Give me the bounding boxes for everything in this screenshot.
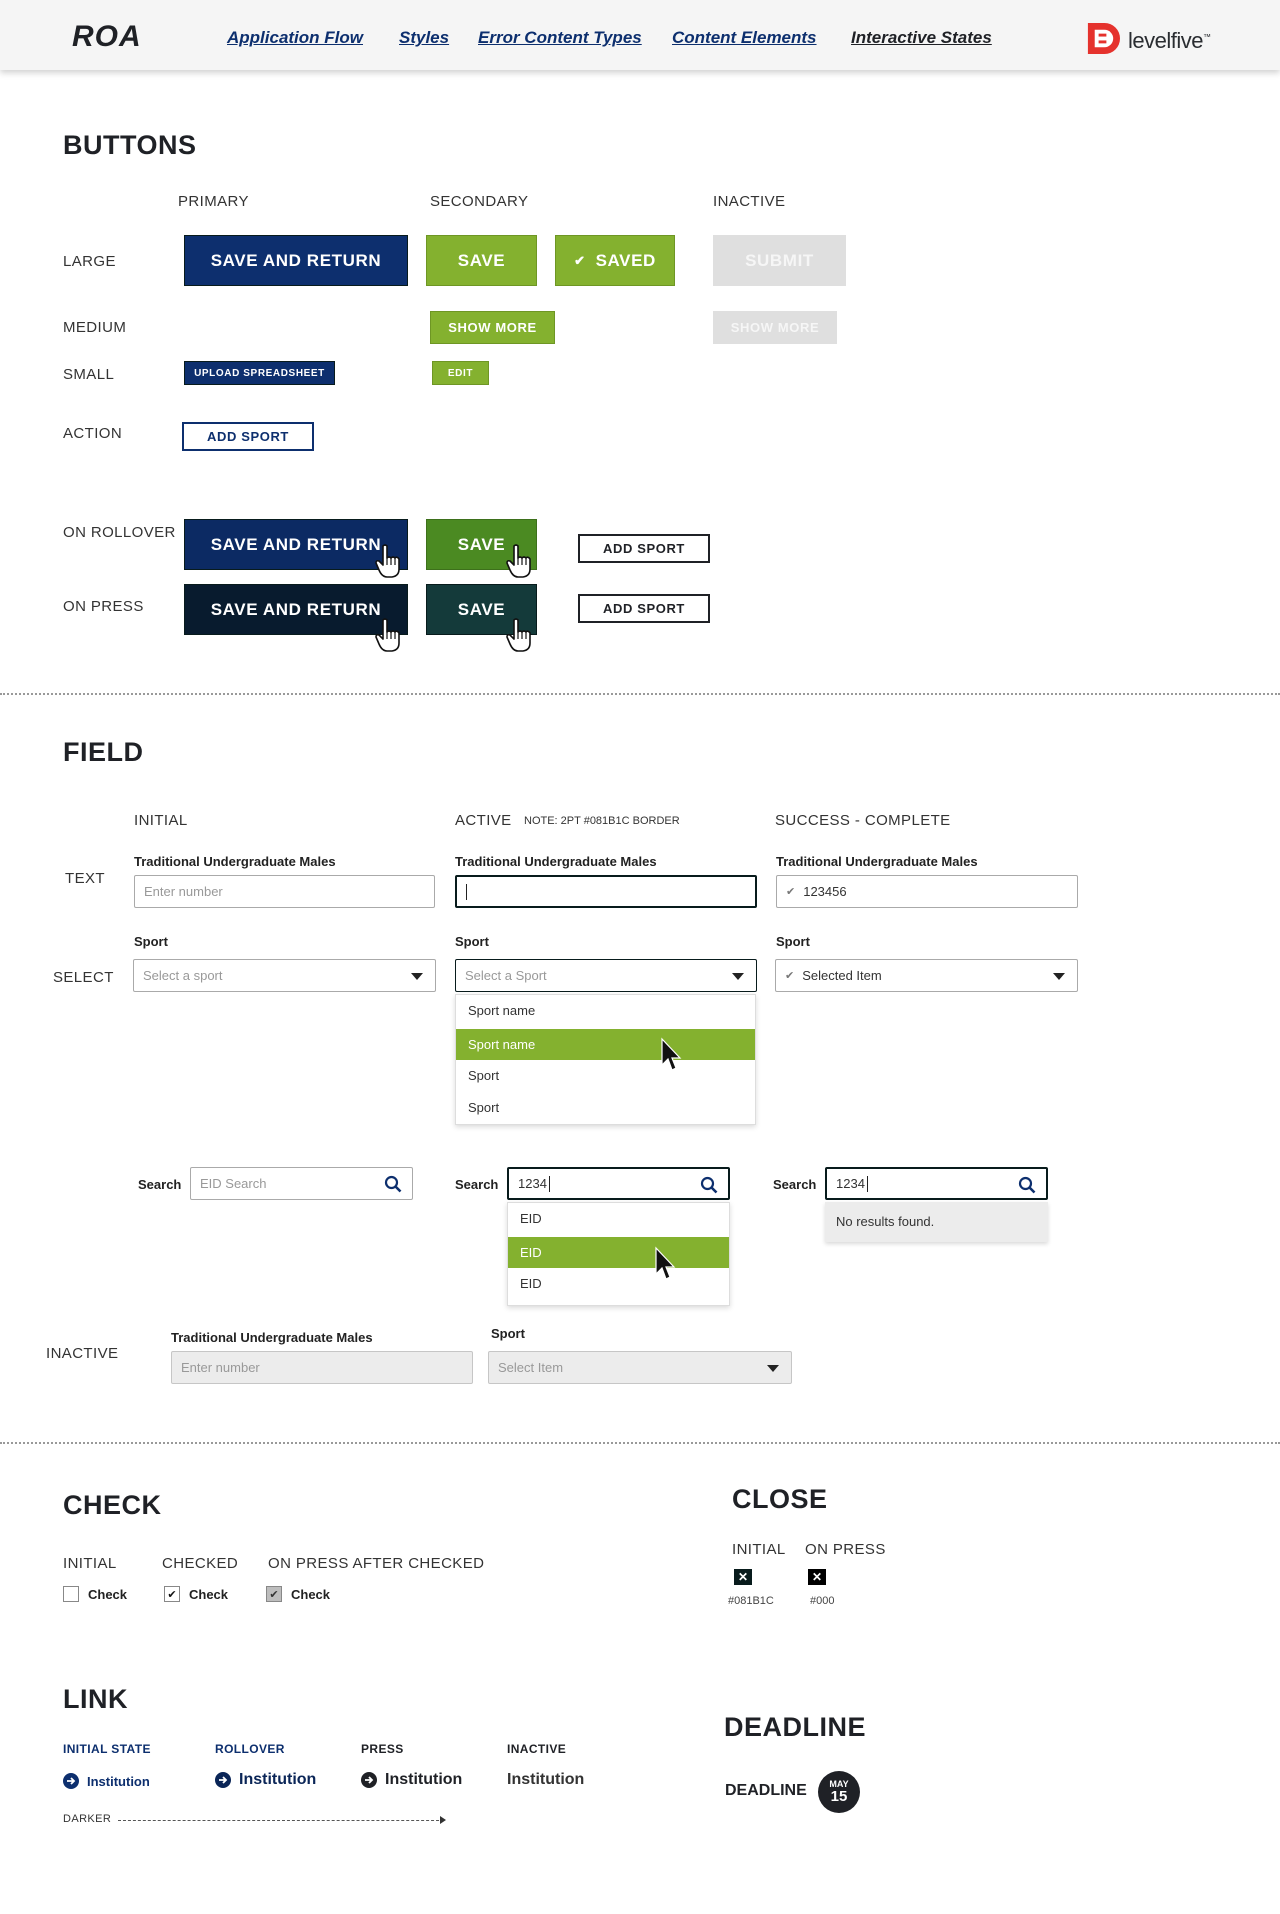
select-label: Sport xyxy=(776,934,810,949)
eid-search-input[interactable] xyxy=(190,1167,413,1200)
col-initial: INITIAL xyxy=(732,1541,786,1558)
text-cursor xyxy=(867,1176,868,1192)
col-rollover: ROLLOVER xyxy=(215,1742,285,1756)
col-initial: INITIAL xyxy=(134,812,188,829)
eid-search-input-active[interactable] xyxy=(507,1167,730,1200)
institution-link[interactable] xyxy=(63,1773,150,1789)
dropdown-option[interactable]: Sport name xyxy=(468,1003,536,1018)
nav-link-styles[interactable]: Styles xyxy=(399,28,450,47)
select-label: Sport xyxy=(491,1326,525,1341)
dropdown-option-highlighted[interactable]: Sport name xyxy=(456,1029,755,1060)
section-divider xyxy=(0,1442,1280,1444)
checkmark-icon: ✔ xyxy=(785,970,795,982)
search-value: 1234 xyxy=(518,1176,547,1191)
checkmark-icon: ✔ xyxy=(786,886,796,898)
search-results-menu xyxy=(507,1202,730,1306)
search-placeholder: EID Search xyxy=(200,1176,267,1191)
checkmark-icon: ✔ xyxy=(574,252,586,268)
institution-link-inactive: Institution xyxy=(507,1771,585,1788)
col-checked: CHECKED xyxy=(162,1555,239,1572)
levelfive-logo-icon xyxy=(1085,21,1120,56)
sport-select-disabled xyxy=(488,1351,792,1384)
deadline-month: MAY xyxy=(829,1779,849,1789)
active-note: NOTE: 2PT #081B1C BORDER xyxy=(524,815,680,827)
search-result[interactable]: EID xyxy=(520,1211,542,1226)
col-press-after-checked: ON PRESS AFTER CHECKED xyxy=(268,1555,485,1572)
add-sport-button-press[interactable]: ADD SPORT xyxy=(578,594,710,623)
text-field-label: Traditional Undergraduate Males xyxy=(776,854,978,869)
text-cursor xyxy=(466,884,467,900)
buttons-section-title: BUTTONS xyxy=(63,130,197,160)
col-press: ON PRESS xyxy=(805,1541,886,1558)
hand-cursor-icon xyxy=(374,543,404,579)
row-select: SELECT xyxy=(53,969,114,986)
arrow-right-circle-icon xyxy=(215,1772,231,1788)
save-button-rollover[interactable]: SAVE xyxy=(426,519,537,570)
col-success: SUCCESS - COMPLETE xyxy=(775,812,951,829)
dropdown-option[interactable]: Sport xyxy=(468,1100,500,1115)
deadline-label: DEADLINE xyxy=(725,1782,807,1799)
field-section-title: FIELD xyxy=(63,737,144,767)
chevron-down-icon xyxy=(732,973,744,980)
col-inactive: INACTIVE xyxy=(507,1742,567,1756)
text-field-label: Traditional Undergraduate Males xyxy=(134,854,336,869)
institution-link-press[interactable] xyxy=(361,1771,462,1789)
nav-link-error-content-types[interactable]: Error Content Types xyxy=(478,28,642,47)
save-button[interactable]: SAVE xyxy=(426,235,537,286)
check-section-title: CHECK xyxy=(63,1490,162,1520)
search-label: Search xyxy=(773,1177,817,1192)
text-field-label: Traditional Undergraduate Males xyxy=(455,854,657,869)
save-button-press[interactable]: SAVE xyxy=(426,584,537,635)
checkbox-checked[interactable] xyxy=(164,1586,180,1602)
checkbox-label: Check xyxy=(88,1587,128,1602)
nav-link-interactive-states[interactable]: Interactive States xyxy=(851,28,992,47)
deadline-section-title: DEADLINE xyxy=(724,1712,867,1742)
arrow-right-circle-icon xyxy=(361,1772,377,1788)
search-label: Search xyxy=(138,1177,182,1192)
chevron-down-icon xyxy=(767,1365,779,1372)
chevron-down-icon xyxy=(1053,973,1065,980)
save-and-return-button[interactable]: SAVE AND RETURN xyxy=(184,235,408,286)
section-divider xyxy=(0,693,1280,695)
row-medium: MEDIUM xyxy=(63,319,127,336)
close-icon[interactable]: ✕ xyxy=(734,1569,752,1585)
sport-select-active[interactable] xyxy=(455,959,757,992)
row-large: LARGE xyxy=(63,253,116,270)
row-press: ON PRESS xyxy=(63,598,144,615)
col-press: PRESS xyxy=(361,1742,404,1756)
search-icon[interactable] xyxy=(384,1175,402,1193)
deadline-day: 15 xyxy=(830,1788,848,1805)
search-icon[interactable] xyxy=(700,1176,718,1194)
checkbox-unchecked[interactable] xyxy=(63,1586,79,1602)
row-text: TEXT xyxy=(65,870,105,887)
col-inactive: INACTIVE xyxy=(713,193,786,210)
hand-cursor-icon xyxy=(505,617,535,653)
dropdown-option[interactable]: Sport xyxy=(468,1068,500,1083)
add-sport-button-rollover[interactable]: ADD SPORT xyxy=(578,534,710,563)
input-value: 123456 xyxy=(803,884,847,899)
col-secondary: SECONDARY xyxy=(430,193,529,210)
edit-button[interactable]: EDIT xyxy=(432,361,489,385)
search-icon[interactable] xyxy=(1018,1176,1036,1194)
number-input-success[interactable] xyxy=(776,875,1078,908)
search-result-highlighted[interactable]: EID xyxy=(508,1237,729,1268)
col-initial-state: INITIAL STATE xyxy=(63,1742,151,1756)
checkbox-pressed[interactable] xyxy=(266,1586,282,1602)
institution-link-rollover[interactable] xyxy=(215,1771,316,1789)
search-label: Search xyxy=(455,1177,499,1192)
close-section-title: CLOSE xyxy=(732,1484,828,1514)
link-text: Institution xyxy=(385,1771,463,1788)
row-small: SMALL xyxy=(63,366,115,383)
search-value: 1234 xyxy=(836,1176,865,1191)
text-cursor xyxy=(549,1176,550,1192)
darker-arrow-line xyxy=(118,1820,444,1821)
row-action: ACTION xyxy=(63,425,123,442)
sport-select-success[interactable] xyxy=(775,959,1078,992)
number-input-disabled: Enter number xyxy=(171,1351,473,1384)
col-active: ACTIVE xyxy=(455,812,512,829)
arrow-right-circle-icon xyxy=(63,1773,79,1789)
search-result[interactable]: EID xyxy=(520,1276,542,1291)
chevron-down-icon xyxy=(411,973,423,980)
number-input-active[interactable] xyxy=(455,875,757,908)
show-more-button[interactable]: SHOW MORE xyxy=(430,311,555,344)
deadline-date-badge xyxy=(818,1771,860,1813)
close-initial-color: #081B1C xyxy=(728,1595,774,1607)
row-inactive: INACTIVE xyxy=(46,1345,119,1362)
link-text: Institution xyxy=(239,1771,317,1788)
number-input[interactable]: Enter number xyxy=(134,875,435,908)
checkbox-label: Check xyxy=(291,1587,331,1602)
sport-dropdown-menu xyxy=(455,994,756,1125)
upload-spreadsheet-button[interactable]: UPLOAD SPREADSHEET xyxy=(184,361,335,385)
saved-button[interactable] xyxy=(555,235,675,286)
select-label: Sport xyxy=(455,934,489,949)
arrow-cursor-icon xyxy=(654,1246,676,1282)
close-press-color: #000 xyxy=(810,1595,835,1607)
checkbox-label: Check xyxy=(189,1587,229,1602)
select-placeholder: Select a Sport xyxy=(465,968,547,983)
submit-button-inactive: SUBMIT xyxy=(713,235,846,286)
nav-link-content-elements[interactable]: Content Elements xyxy=(672,28,817,47)
row-rollover: ON ROLLOVER xyxy=(63,524,176,541)
save-and-return-button-rollover[interactable]: SAVE AND RETURN xyxy=(184,519,408,570)
save-and-return-button-press[interactable]: SAVE AND RETURN xyxy=(184,584,408,635)
add-sport-button[interactable]: ADD SPORT xyxy=(182,422,314,451)
select-label: Sport xyxy=(134,934,168,949)
col-primary: PRIMARY xyxy=(178,193,249,210)
checkmark-icon: ✔ xyxy=(269,1588,279,1601)
link-section-title: LINK xyxy=(63,1684,128,1714)
eid-search-input-no-results[interactable] xyxy=(825,1167,1048,1200)
arrow-head-icon xyxy=(440,1816,446,1824)
close-icon-pressed[interactable]: ✕ xyxy=(808,1569,826,1585)
arrow-cursor-icon xyxy=(660,1037,682,1073)
saved-label: SAVED xyxy=(595,250,656,270)
app-logo[interactable]: ROA xyxy=(72,20,142,53)
select-placeholder: Select Item xyxy=(498,1360,564,1375)
link-text: Institution xyxy=(87,1773,150,1789)
select-placeholder: Select a sport xyxy=(143,968,223,983)
select-value: Selected Item xyxy=(802,968,882,983)
text-field-label: Traditional Undergraduate Males xyxy=(171,1330,373,1345)
sport-select[interactable] xyxy=(133,959,436,992)
hand-cursor-icon xyxy=(505,543,535,579)
show-more-button-inactive: SHOW MORE xyxy=(713,311,837,344)
col-initial: INITIAL xyxy=(63,1555,117,1572)
no-results-message: No results found. xyxy=(825,1202,1048,1242)
checkmark-icon: ✔ xyxy=(167,1588,177,1601)
brand-name: levelfive™ xyxy=(1128,28,1211,53)
hand-cursor-icon xyxy=(374,617,404,653)
darker-note: DARKER xyxy=(63,1813,112,1825)
nav-link-application-flow[interactable]: Application Flow xyxy=(227,28,363,47)
